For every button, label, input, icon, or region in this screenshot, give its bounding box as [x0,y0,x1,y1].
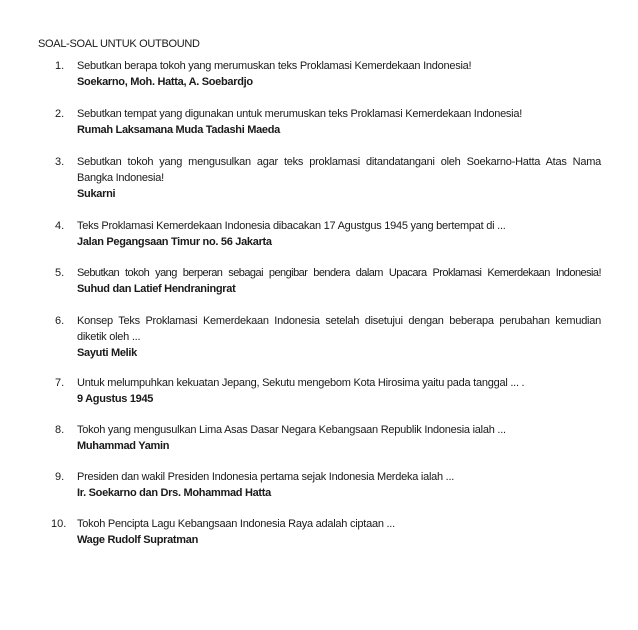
answer-text: Sukarni [77,188,116,200]
question-number: 4. [55,220,65,232]
question-number: 3. [55,156,65,168]
question-text: Sebutkan tokoh yang mengusulkan agar teks proklamasi ditandatangani oleh Soekarno-Hatta Atas Nama [77,156,601,168]
question-text-continued: Bangka Indonesia! [77,172,164,184]
question-text: Teks Proklamasi Kemerdekaan Indonesia dibacakan 17 Agustgus 1945 yang bertempat di ... [77,220,506,232]
question-text: Konsep Teks Proklamasi Kemerdekaan Indonesia setelah disetujui dengan beberapa perubahan kemudian [77,315,601,327]
question-text: Tokoh yang mengusulkan Lima Asas Dasar Negara Kebangsaan Republik Indonesia ialah ... [77,424,506,436]
answer-text: Sayuti Melik [77,347,137,359]
question-number: 1. [55,60,65,72]
question-number: 2. [55,108,65,120]
question-number: 10. [51,518,67,530]
question-number: 6. [55,315,65,327]
question-text-continued: diketik oleh ... [77,331,141,343]
question-text: Sebutkan tempat yang digunakan untuk merumuskan teks Proklamasi Kemerdekaan Indonesia! [77,108,523,120]
question-text: Sebutkan berapa tokoh yang merumuskan teks Proklamasi Kemerdekaan Indonesia! [77,60,472,72]
question-text: Tokoh Pencipta Lagu Kebangsaan Indonesia Raya adalah ciptaan ... [77,518,395,530]
question-number: 7. [55,377,65,389]
question-number: 8. [55,424,65,436]
question-number: 9. [55,471,65,483]
answer-text: Soekarno, Moh. Hatta, A. Soebardjo [77,76,253,88]
question-text: Presiden dan wakil Presiden Indonesia pertama sejak Indonesia Merdeka ialah ... [77,471,455,483]
answer-text: 9 Agustus 1945 [77,393,154,405]
question-text: Untuk melumpuhkan kekuatan Jepang, Sekutu mengebom Kota Hirosima yaitu pada tanggal ... . [77,377,525,389]
question-text: Sebutkan tokoh yang berperan sebagai pengibar bendera dalam Upacara Proklamasi Kemerdekaan Indonesia! [77,267,601,279]
answer-text: Ir. Soekarno dan Drs. Mohammad Hatta [77,487,271,499]
answer-text: Suhud dan Latief Hendraningrat [77,283,236,295]
question-number: 5. [55,267,65,279]
answer-text: Wage Rudolf Supratman [77,534,199,546]
document-title: SOAL-SOAL UNTUK OUTBOUND [38,38,200,50]
answer-text: Jalan Pegangsaan Timur no. 56 Jakarta [77,236,272,248]
answer-text: Muhammad Yamin [77,440,170,452]
answer-text: Rumah Laksamana Muda Tadashi Maeda [77,124,280,136]
